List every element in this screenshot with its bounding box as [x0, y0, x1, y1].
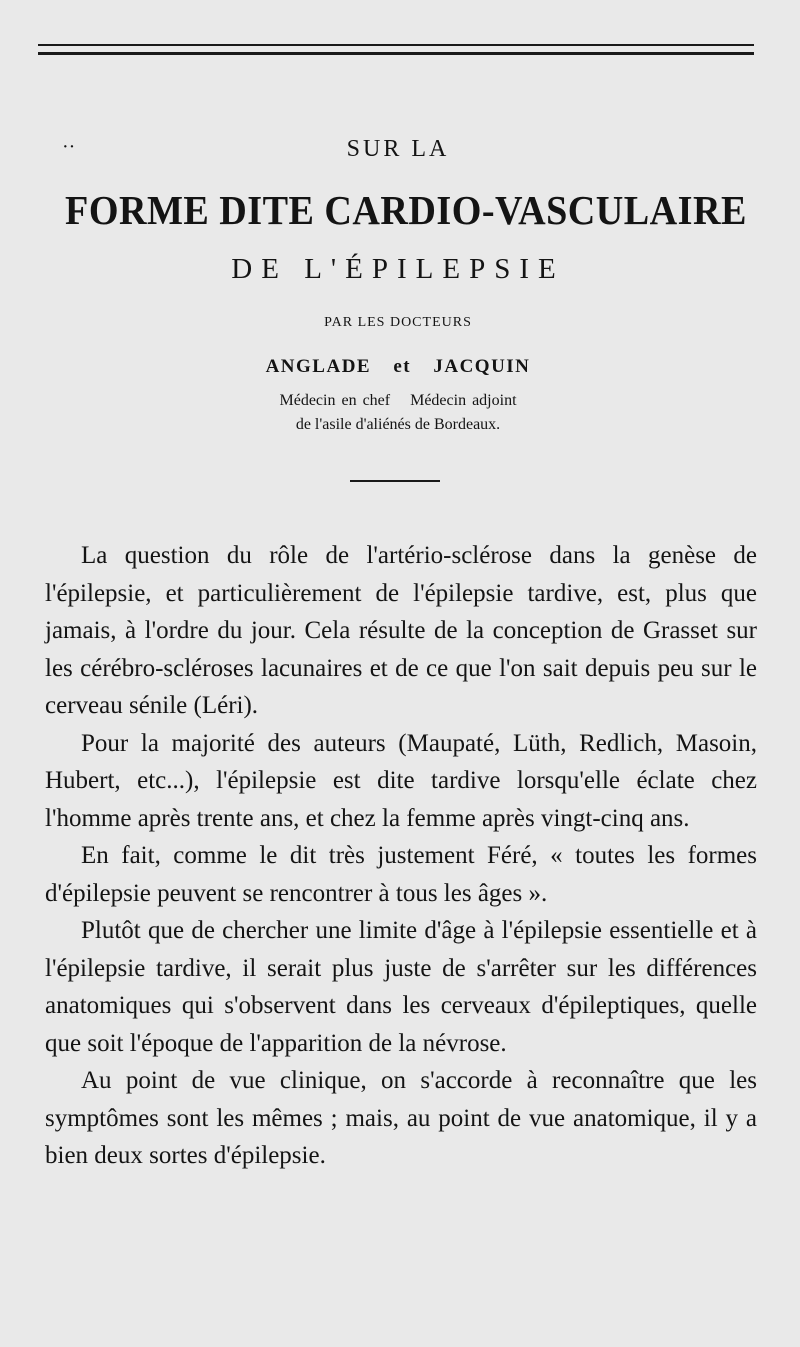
separator-rule — [350, 480, 440, 482]
institution: de l'asile d'aliénés de Bordeaux. — [295, 416, 501, 433]
article-subtitle: DE L'ÉPILEPSIE — [231, 253, 565, 285]
role-adjunct: Médecin adjoint — [410, 392, 517, 409]
paragraph: En fait, comme le dit très justement Féré, « toutes les formes d'épilepsie peuvent se rencontrer à tous les âges ». — [45, 842, 757, 907]
article-body — [45, 537, 757, 1175]
heading-sur-la: SUR LA — [346, 136, 450, 162]
role-chief: Médecin en chef — [279, 392, 391, 409]
paragraph: Au point de vue clinique, on s'accorde à reconnaître que les symptômes sont les mêmes ; mais, au point de vue anatomique, il y a bien deux sortes d'épilepsie. — [45, 1067, 757, 1169]
article-title: FORME DITE CARDIO-VASCULAIRE — [65, 187, 747, 233]
authors: ANGLADE et JACQUIN — [265, 356, 531, 377]
paragraph: Plutôt que de chercher une limite d'âge à l'épilepsie essentielle et à l'épilepsie tardive, il serait plus juste de s'arrêter sur les différences anatomiques qui s'observent dans les cerveaux d'épileptiques, quelle que soit l'époque de l'apparition de la névrose. — [45, 917, 757, 1057]
top-rule — [38, 44, 754, 46]
paragraph: Pour la majorité des auteurs (Maupaté, Lüth, Redlich, Masoin, Hubert, etc...), l'épilepsie est dite tardive lorsqu'elle éclate chez l'homme après trente ans, et chez la femme après vingt-cinq ans. — [45, 729, 757, 832]
author-roles — [40, 392, 756, 410]
paragraph: La question du rôle de l'artério-sclérose dans la genèse de l'épilepsie, et particulièrement de l'épilepsie tardive, est, plus que jamais, à l'ordre du jour. Cela résulte de la conception de Grasset sur les cérébro-scléroses lacunaires et de ce que l'on sait depuis peu sur le cerveau sénile (Léri). — [45, 542, 757, 719]
byline-prefix: PAR LES DOCTEURS — [324, 315, 472, 330]
printer-mark: ·· — [62, 136, 76, 158]
top-rule-thick — [38, 52, 754, 55]
